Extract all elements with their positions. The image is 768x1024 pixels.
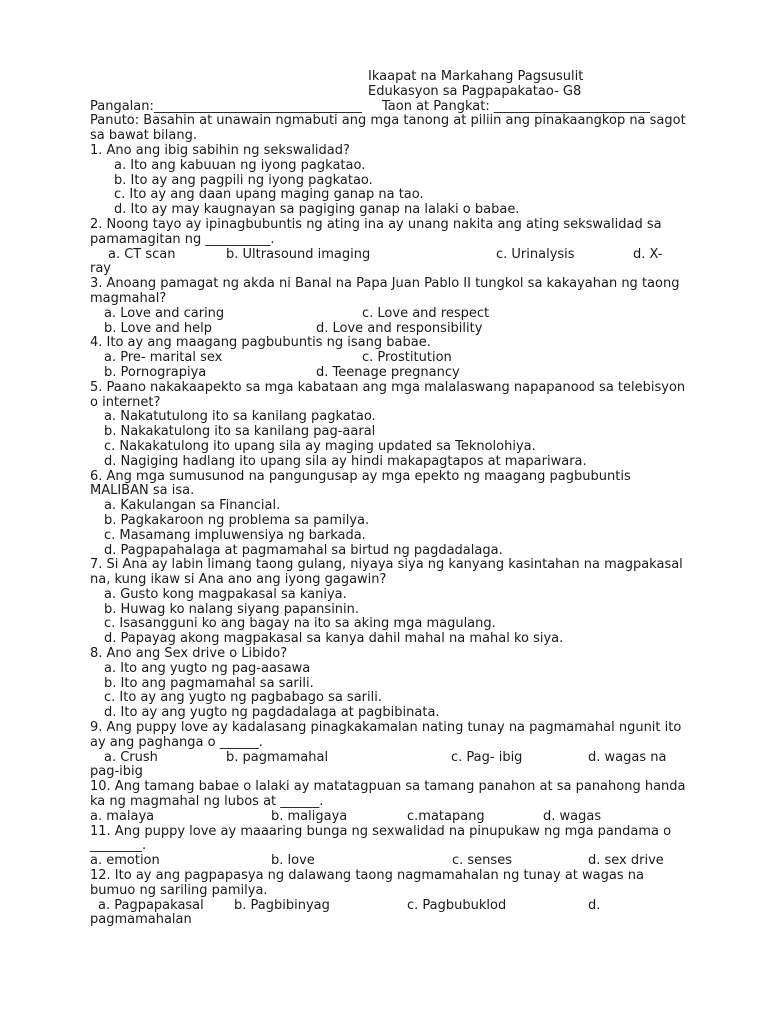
- question-2: 2. Noong tayo ay ipinagbubuntis ng ating ina ay unang nakita ang ating sekswalidad sa pamamagitan ng __________.: [90, 216, 662, 247]
- exam-title: Ikaapat na Markahang Pagsusulit: [368, 69, 584, 84]
- q4-options-row-1: [90, 351, 690, 366]
- q11-option-a: a. emotion: [90, 853, 160, 869]
- student-info: [90, 100, 690, 115]
- q9-option-d-continued: pag-ibig: [90, 764, 143, 780]
- q12-option-d: d.: [588, 897, 601, 913]
- q10-option-c: c.matapang: [407, 808, 485, 824]
- q1-option-c: c. Ito ay ang daan upang maging ganap na tao.: [114, 187, 424, 203]
- q1-option-b: b. Ito ay ang pagpili ng iyong pagkatao.: [114, 172, 373, 188]
- q3-option-b: b. Love and help: [104, 320, 212, 336]
- question-11: 11. Ang puppy love ay maaaring bunga ng sexwalidad na pinupukaw ng mga pandama o ________.: [90, 823, 672, 854]
- q9-option-d: d. wagas na: [588, 749, 667, 765]
- q8-option-c: c. Ito ay ang yugto ng pagbabago sa sarili.: [104, 690, 382, 706]
- question-6: 6. Ang mga sumusunod na pangungusap ay mga epekto ng maagang pagbubuntis MALIBAN sa isa.: [90, 468, 631, 499]
- q11-option-c: c. senses: [452, 853, 512, 869]
- q11-option-d: d. sex drive: [588, 853, 664, 869]
- question-7: 7. Si Ana ay labin limang taong gulang, niyaya siya ng kanyang kasintahan na magpakasal na, kung ikaw si Ana ano ang iyong gagawin?: [90, 557, 683, 588]
- q12-option-d-continued: pagmamahalan: [90, 912, 192, 928]
- q8-option-a: a. Ito ang yugto ng pag-aasawa: [104, 660, 311, 676]
- q1-option-d: d. Ito ay may kaugnayan sa pagiging ganap na lalaki o babae.: [114, 202, 520, 218]
- q8-option-d: d. Ito ay ang yugto ng pagdadalaga at pagbibinata.: [104, 705, 440, 721]
- q10-option-a: a. malaya: [90, 808, 155, 824]
- q12-option-a: a. Pagpapakasal: [98, 897, 204, 913]
- question-9: 9. Ang puppy love ay kadalasang pinagkakamalan nating tunay na pagmamahal ngunit ito ay ang paghanga o ______.: [90, 720, 682, 750]
- q3-option-a: a. Love and caring: [104, 305, 225, 321]
- q7-option-d: d. Papayag akong magpakasal sa kanya dahil mahal na mahal ko siya.: [104, 631, 564, 647]
- q6-option-d: d. Pagpapahalaga at pagmamahal sa birtud ng pagdadalaga.: [104, 542, 503, 558]
- q10-options: [90, 810, 690, 825]
- q2-option-c: c. Urinalysis: [496, 246, 575, 262]
- question-12: 12. Ito ay ang pagpapasya ng dalawang taong nagmamahalan ng tunay at wagas na bumuo ng sariling pamilya.: [90, 868, 644, 898]
- q5-option-c: c. Nakakatulong ito upang sila ay maging updated sa Teknolohiya.: [104, 438, 536, 454]
- q4-option-a: a. Pre- marital sex: [104, 350, 223, 366]
- question-5: 5. Paano nakakaapekto sa mga kabataan ang mga malalaswang napapanood sa telebisyon o internet?: [90, 379, 686, 410]
- q5-option-d: d. Nagiging hadlang ito upang sila ay hindi makapagtapos at mapariwara.: [104, 453, 587, 469]
- q10-option-b: b. maligaya: [271, 808, 348, 824]
- q3-options-row-2: [90, 322, 690, 337]
- q4-options-row-2: [90, 366, 690, 381]
- q4-option-c: c. Prostitution: [362, 350, 452, 366]
- q6-option-b: b. Pagkakaroon ng problema sa pamilya.: [104, 512, 370, 528]
- q9-option-b: b. pagmamahal: [226, 749, 329, 765]
- q3-option-d: d. Love and responsibility: [316, 320, 483, 336]
- name-field: Pangalan:________________________________: [90, 98, 362, 114]
- question-8: 8. Ano ang Sex drive o Libido?: [90, 646, 288, 662]
- q3-option-c: c. Love and respect: [362, 305, 490, 321]
- q5-option-b: b. Nakakatulong ito sa kanilang pag-aaral: [104, 424, 376, 440]
- q7-option-a: a. Gusto kong magpakasal sa kaniya.: [104, 586, 347, 602]
- q2-option-b: b. Ultrasound imaging: [226, 246, 371, 262]
- q12-option-c: c. Pagbubuklod: [407, 897, 507, 913]
- q3-options-row-1: [90, 307, 690, 322]
- q7-option-b: b. Huwag ko nalang siyang papansinin.: [104, 601, 360, 617]
- q12-options: [90, 899, 690, 914]
- q12-option-b: b. Pagbibinyag: [234, 897, 330, 913]
- document-header: [368, 70, 690, 100]
- q2-option-d: d. X-: [633, 246, 663, 262]
- q9-option-c: c. Pag- ibig: [451, 749, 523, 765]
- q6-option-c: c. Masamang impluwensiya ng barkada.: [104, 527, 366, 543]
- section-field: Taon at Pangkat: ________________________: [382, 98, 650, 114]
- q4-option-b: b. Pornograpiya: [104, 364, 207, 380]
- q7-option-c: c. Isasangguni ko ang bagay na ito sa aking mga magulang.: [104, 616, 496, 632]
- q1-option-a: a. Ito ang kabuuan ng iyong pagkatao.: [114, 157, 366, 173]
- q11-options: [90, 854, 690, 869]
- question-1: 1. Ano ang ibig sabihin ng sekswalidad?: [90, 142, 350, 158]
- q2-options: [90, 248, 690, 263]
- quiz-page: [90, 70, 690, 928]
- q9-option-a: a. Crush: [104, 749, 158, 765]
- instructions: Panuto: Basahin at unawain ngmabuti ang mga tanong at piliin ang pinakaangkop na sagot sa bawat bilang.: [90, 113, 686, 144]
- question-10: 10. Ang tamang babae o lalaki ay matatagpuan sa tamang panahon at sa panahong handa ka ng magmahal ng lubos at ______.: [90, 779, 686, 810]
- q5-option-a: a. Nakatutulong ito sa kanilang pagkatao.: [104, 409, 376, 425]
- q11-option-b: b. love: [271, 853, 315, 869]
- subject-title: Edukasyon sa Pagpapakatao- G8: [368, 83, 582, 99]
- q9-options: [90, 751, 690, 766]
- q2-option-a: a. CT scan: [108, 246, 176, 262]
- question-4: 4. Ito ay ang maagang pagbubuntis ng isang babae.: [90, 335, 431, 351]
- question-3: 3. Anoang pamagat ng akda ni Banal na Papa Juan Pablo II tungkol sa kakayahan ng taong magmahal?: [90, 276, 680, 306]
- q2-option-d-continued: ray: [90, 261, 112, 277]
- q8-option-b: b. Ito ang pagmamahal sa sarili.: [104, 675, 314, 691]
- q4-option-d: d. Teenage pregnancy: [316, 364, 460, 380]
- q10-option-d: d. wagas: [543, 808, 602, 824]
- q6-option-a: a. Kakulangan sa Financial.: [104, 498, 281, 514]
